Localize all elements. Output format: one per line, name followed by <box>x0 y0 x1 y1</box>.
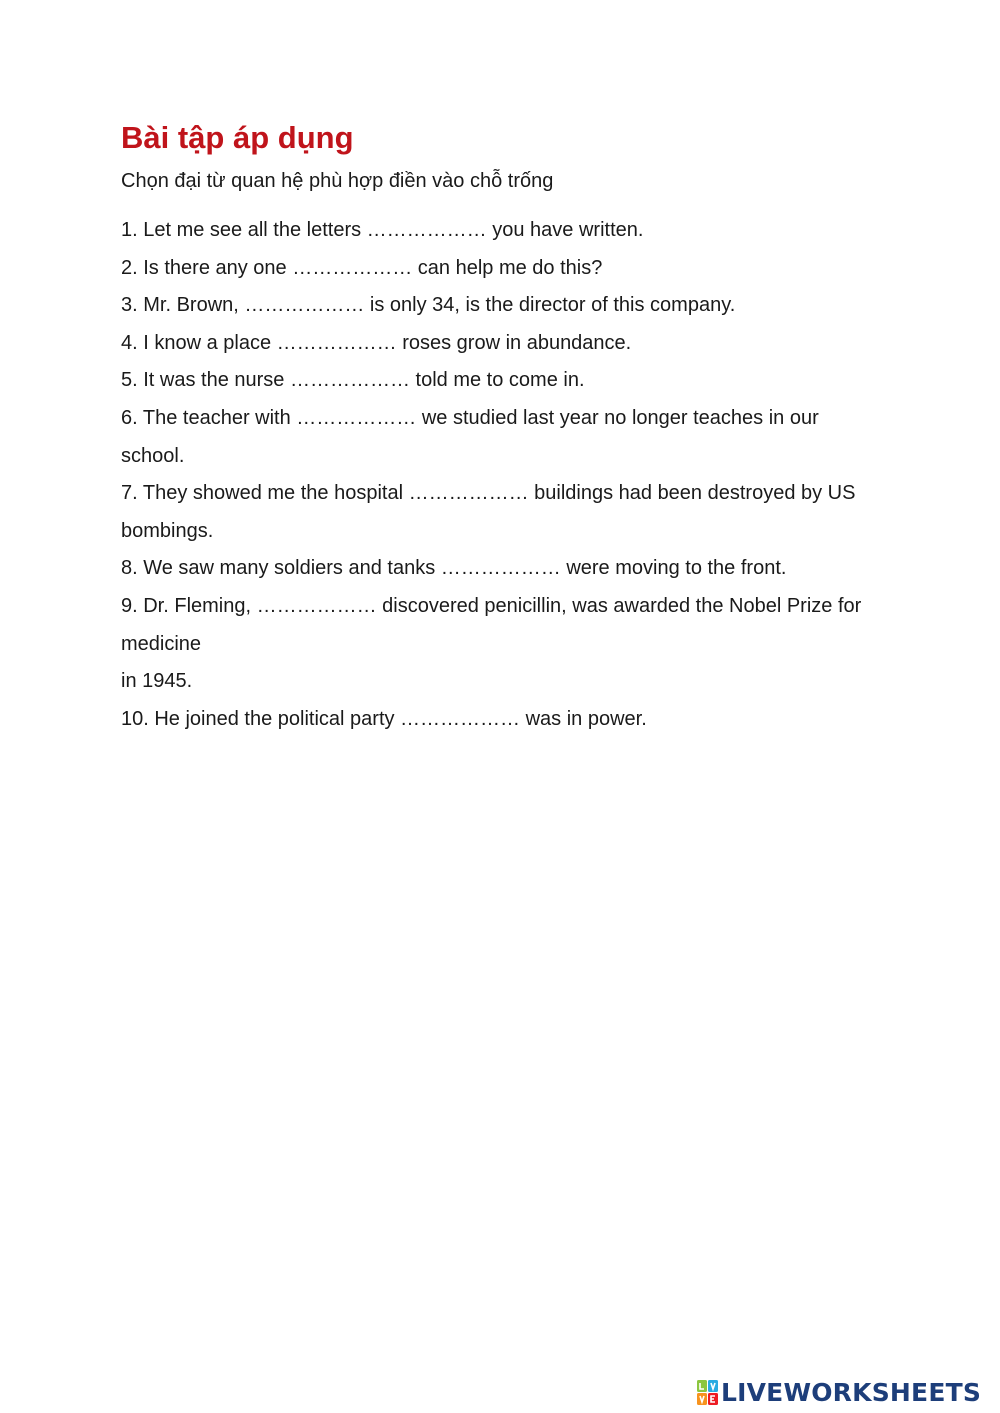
exercise-line: 4. I know a place ……………… roses grow in abundance. <box>121 331 632 354</box>
exercise-line: 10. He joined the political party ……………… was in power. <box>121 707 647 730</box>
page-title: Bài tập áp dụng <box>121 120 354 155</box>
exercise-line-continued: school. <box>121 444 185 467</box>
exercise-item <box>121 550 936 588</box>
exercise-line-continued: bombings. <box>121 519 214 542</box>
exercise-item <box>121 250 936 288</box>
exercise-item <box>121 287 936 325</box>
exercise-item <box>121 362 936 400</box>
exercise-line-continued: in 1945. <box>121 670 193 693</box>
exercise-item <box>121 325 936 363</box>
exercise-item <box>121 400 936 475</box>
exercise-line: 8. We saw many soldiers and tanks ……………… were moving to the front. <box>121 557 787 580</box>
liveworksheets-logo <box>697 1378 981 1408</box>
exercise-list <box>121 212 936 738</box>
exercise-item <box>121 701 936 739</box>
exercise-line: 7. They showed me the hospital ……………… buildings had been destroyed by US <box>121 482 856 505</box>
exercise-line: 9. Dr. Fleming, ……………… discovered penicillin, was awarded the Nobel Prize for <box>121 594 862 617</box>
exercise-item <box>121 212 936 250</box>
exercise-line: 5. It was the nurse ……………… told me to come in. <box>121 369 585 392</box>
exercise-line: 2. Is there any one ……………… can help me do this? <box>121 256 603 279</box>
instructions: Chọn đại từ quan hệ phù hợp điền vào chỗ trống <box>121 170 554 192</box>
exercise-item <box>121 475 936 550</box>
exercise-line-continued: medicine <box>121 632 202 655</box>
exercise-line: 6. The teacher with ……………… we studied last year no longer teaches in our <box>121 406 819 429</box>
liveworksheets-logo-icon <box>697 1380 719 1406</box>
exercise-line: 3. Mr. Brown, ……………… is only 34, is the director of this company. <box>121 294 736 317</box>
exercise-item <box>121 588 936 701</box>
exercise-line: 1. Let me see all the letters ……………… you have written. <box>121 219 644 241</box>
logo-wordmark: LIVEWORKSHEETS <box>721 1378 982 1407</box>
